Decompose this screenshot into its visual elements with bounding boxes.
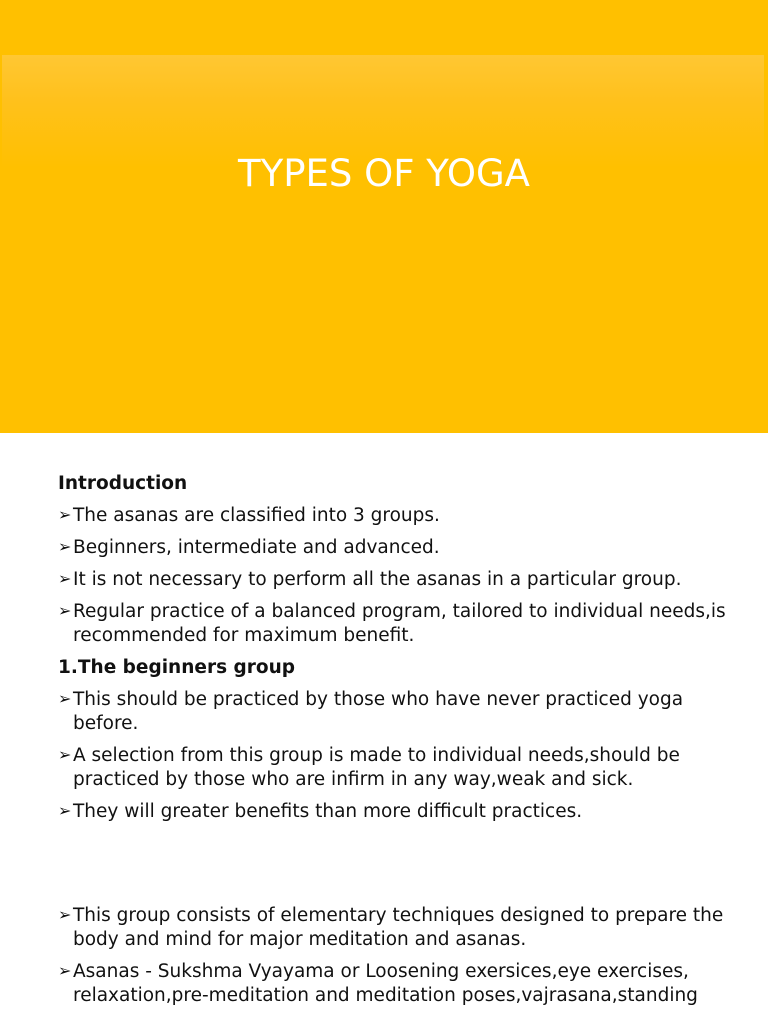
bullet-item xyxy=(58,568,738,592)
intro-heading: Introduction xyxy=(58,473,188,494)
bullet-item xyxy=(58,600,738,648)
bullet-item xyxy=(58,744,738,792)
bullet-text: They will greater benefits than more difficult practices. xyxy=(73,801,583,822)
bullet-text: The asanas are classified into 3 groups. xyxy=(73,505,440,526)
bullet-item xyxy=(58,800,738,824)
bullet-text: Beginners, intermediate and advanced. xyxy=(73,537,440,558)
arrow-bullet-icon: ➢ xyxy=(58,745,72,764)
slide-title: TYPES OF YOGA xyxy=(238,152,530,195)
bullet-item xyxy=(58,504,738,528)
bullet-text: This group consists of elementary techniques designed to prepare the body and mind for major meditation and asanas. xyxy=(73,905,724,950)
slide-content xyxy=(58,472,738,1016)
bullet-item xyxy=(58,688,738,736)
arrow-bullet-icon: ➢ xyxy=(58,801,72,820)
arrow-bullet-icon: ➢ xyxy=(58,905,72,924)
bullet-item xyxy=(58,904,738,952)
blank-gap xyxy=(58,832,738,904)
bullet-text: This should be practiced by those who have never practiced yoga before. xyxy=(73,689,684,734)
title-banner-inner xyxy=(2,55,764,431)
bullet-text: Asanas - Sukshma Vyayama or Loosening exersices,eye exercises, relaxation,pre-meditation and meditation poses,vajrasana,standing xyxy=(73,961,698,1006)
arrow-bullet-icon: ➢ xyxy=(58,537,72,556)
bullet-text: A selection from this group is made to individual needs,should be practiced by those who are infirm in any way,weak and sick. xyxy=(73,745,680,790)
arrow-bullet-icon: ➢ xyxy=(58,569,72,588)
group1-heading: 1.The beginners group xyxy=(58,657,296,678)
arrow-bullet-icon: ➢ xyxy=(58,689,72,708)
title-banner xyxy=(0,0,768,433)
arrow-bullet-icon: ➢ xyxy=(58,961,72,980)
bullet-item xyxy=(58,960,738,1008)
bullet-text: It is not necessary to perform all the asanas in a particular group. xyxy=(73,569,682,590)
arrow-bullet-icon: ➢ xyxy=(58,601,72,620)
bullet-item xyxy=(58,536,738,560)
bullet-text: Regular practice of a balanced program, tailored to individual needs,is recommended for maximum benefit. xyxy=(73,601,726,646)
arrow-bullet-icon: ➢ xyxy=(58,505,72,524)
